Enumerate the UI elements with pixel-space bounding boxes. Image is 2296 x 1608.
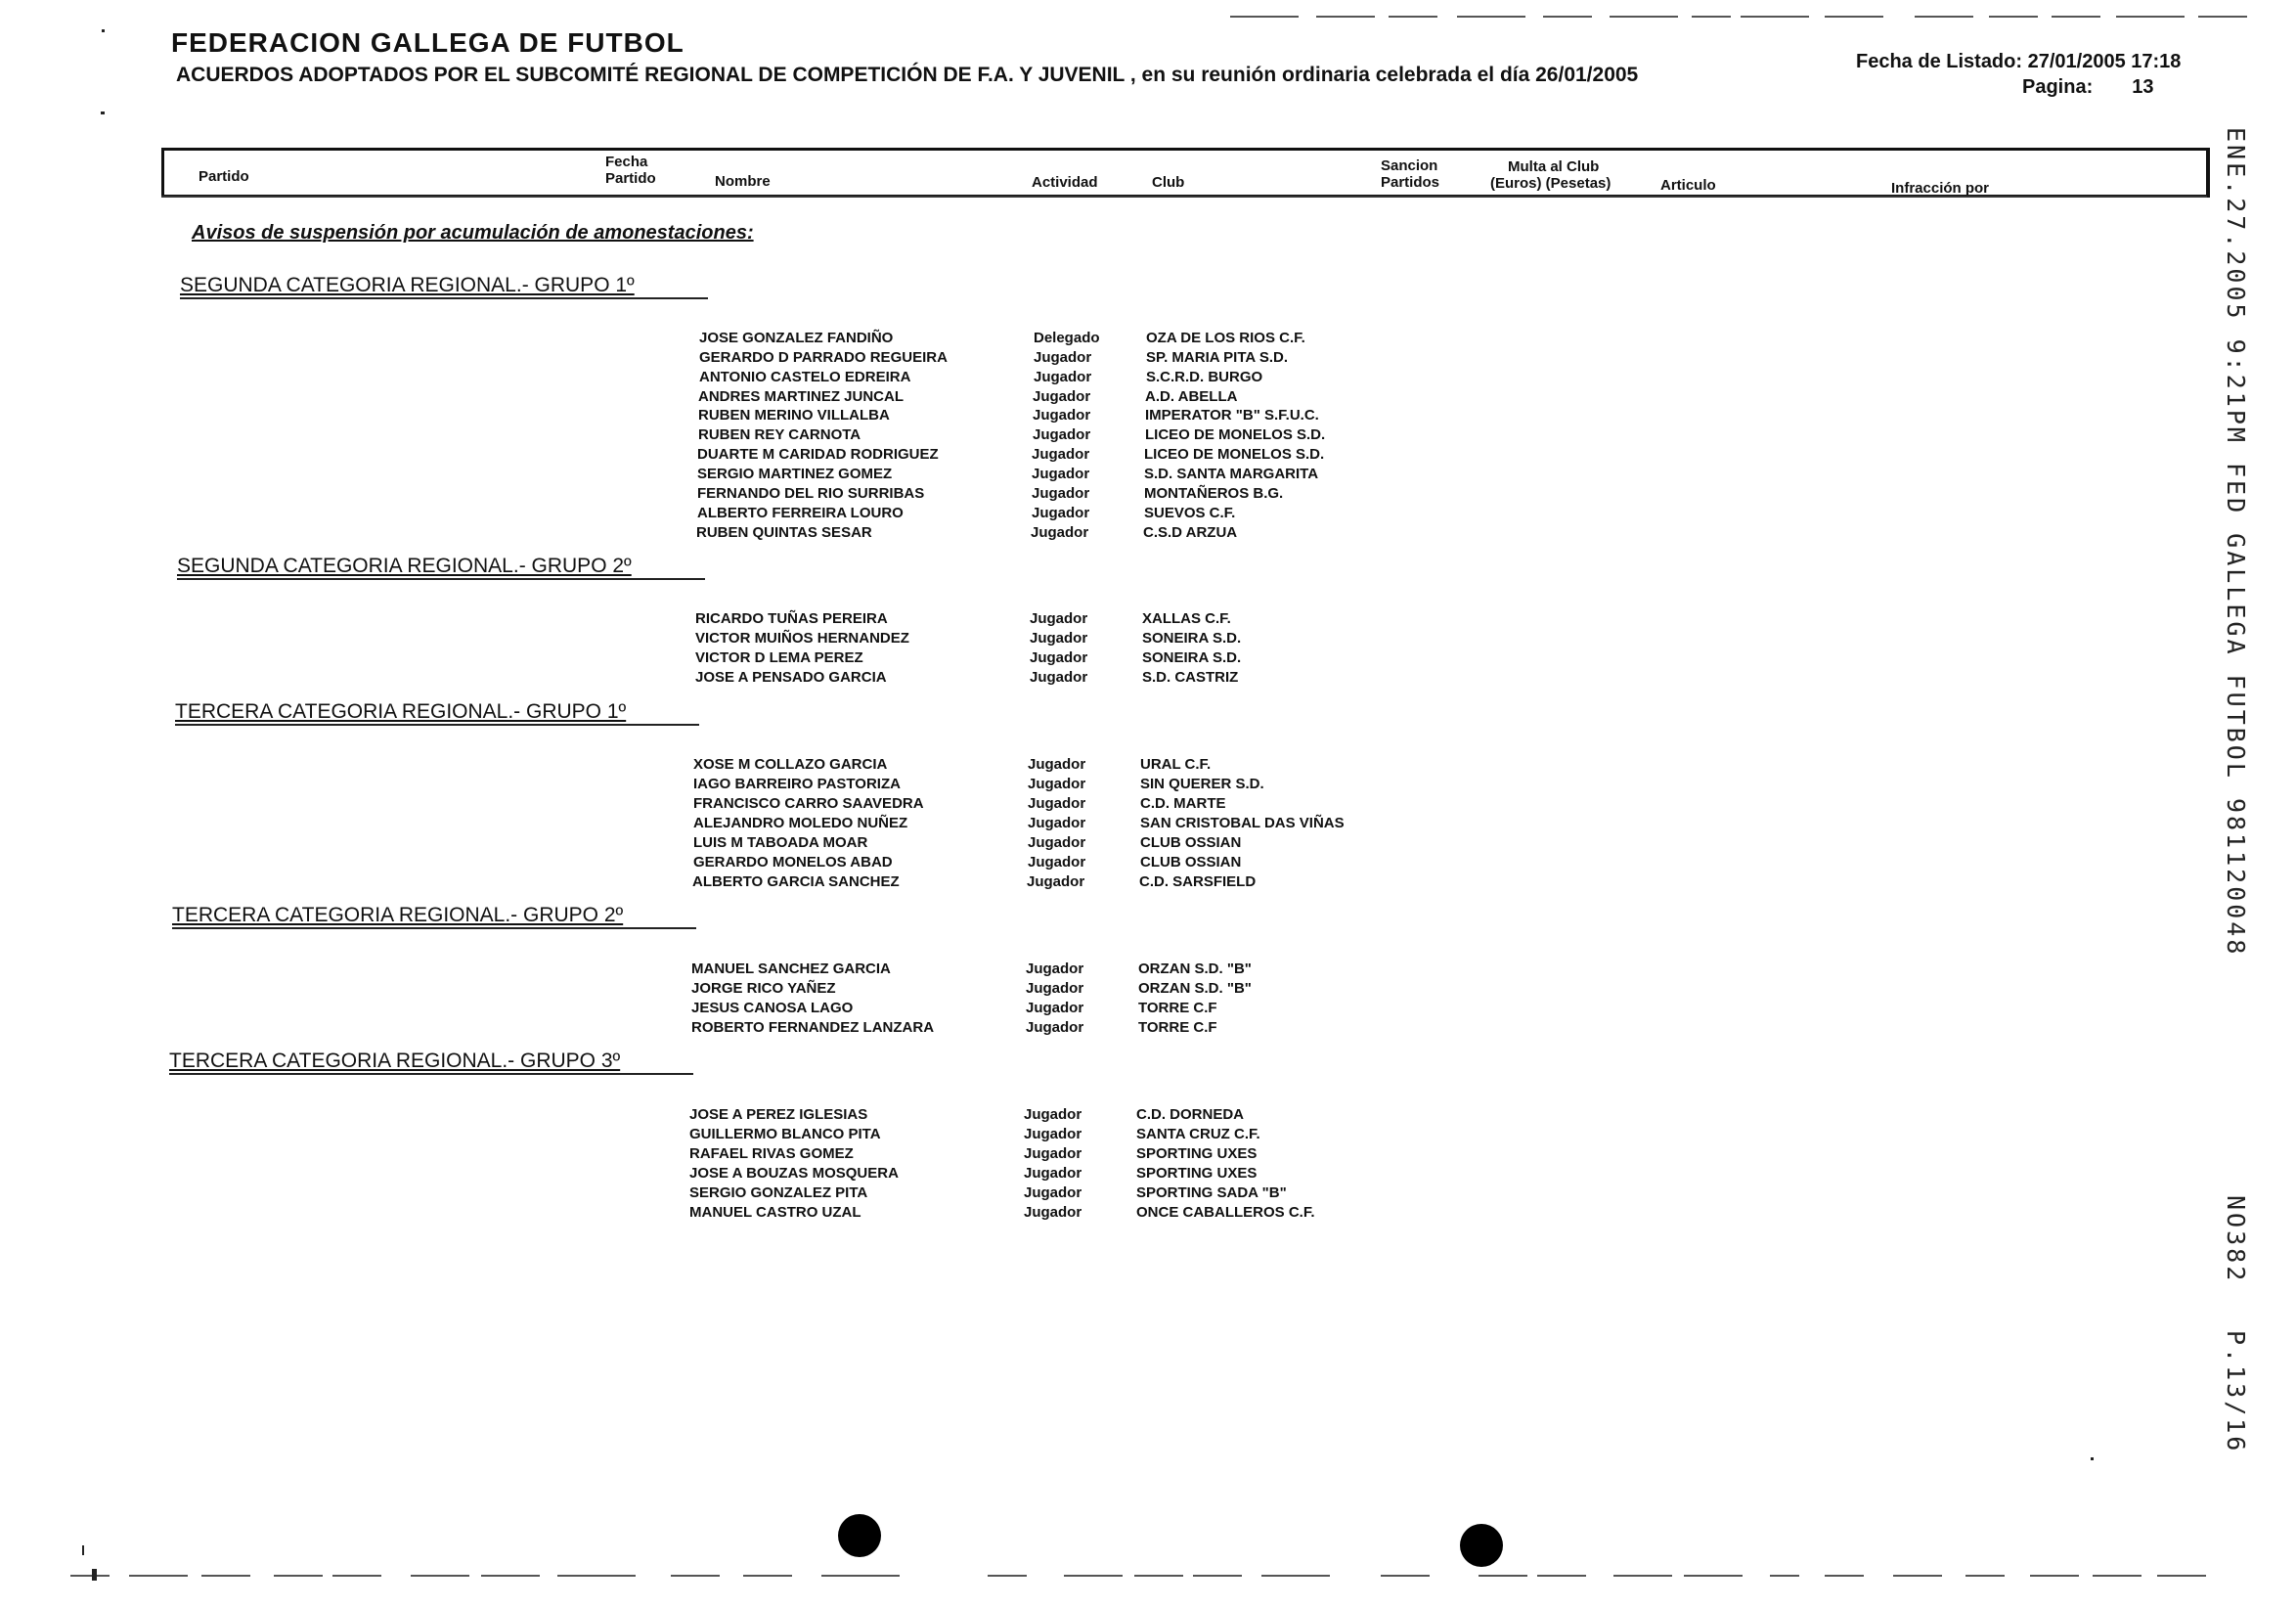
scan-dash [201,1575,250,1577]
cell-club: C.S.D ARZUA [1143,524,1238,541]
cell-club: S.D. CASTRIZ [1142,669,1239,686]
group-title: SEGUNDA CATEGORIA REGIONAL.- GRUPO 2º [177,555,632,577]
cell-nombre: MANUEL SANCHEZ GARCIA [691,960,891,977]
group-rule [172,927,696,929]
cell-nombre: RAFAEL RIVAS GOMEZ [689,1145,854,1162]
scan-dash [129,1575,188,1577]
punch-hole [1460,1524,1503,1567]
cell-nombre: VICTOR MUIÑOS HERNANDEZ [695,630,909,647]
cell-nombre: VICTOR D LEMA PEREZ [695,649,863,666]
document-subtitle: ACUERDOS ADOPTADOS POR EL SUBCOMITÉ REGIONAL DE COMPETICIÓN DE F.A. Y JUVENIL , en su reunión ordinaria celebrada el día 26/01/2005 [176,64,1639,86]
scan-dash [1543,16,1592,18]
cell-club: C.D. MARTE [1140,795,1226,812]
cell-club: S.C.R.D. BURGO [1146,369,1263,385]
col-infraccion: Infracción por [1891,180,1990,197]
scan-dash [1316,16,1375,18]
cell-nombre: JESUS CANOSA LAGO [691,1000,854,1016]
cell-actividad: Jugador [1033,426,1091,443]
scan-dash [1989,16,2038,18]
col-partido: Partido [199,168,249,185]
cell-nombre: FERNANDO DEL RIO SURRIBAS [697,485,925,502]
scan-dash [1134,1575,1183,1577]
group-heading [180,274,635,297]
cell-actividad: Jugador [1026,980,1084,997]
scan-dash [1893,1575,1942,1577]
cell-nombre: ROBERTO FERNANDEZ LANZARA [691,1019,935,1036]
cell-club: SAN CRISTOBAL DAS VIÑAS [1140,815,1345,831]
scan-dash [1389,16,1437,18]
cell-club: S.D. SANTA MARGARITA [1144,466,1319,482]
cell-nombre: RUBEN REY CARNOTA [698,426,861,443]
cell-actividad: Jugador [1027,873,1085,890]
cell-club: SIN QUERER S.D. [1140,776,1264,792]
cell-club: SANTA CRUZ C.F. [1136,1126,1260,1142]
col-fecha-line1: Fecha [605,154,648,170]
cell-nombre: ALBERTO FERREIRA LOURO [697,505,904,521]
cell-actividad: Jugador [1032,466,1090,482]
cell-actividad: Jugador [1028,756,1086,773]
cell-actividad: Jugador [1026,1019,1084,1036]
scan-dash [2093,1575,2141,1577]
col-fecha-line2: Partido [605,170,656,187]
scan-dash [1965,1575,2005,1577]
cell-club: LICEO DE MONELOS S.D. [1145,426,1326,443]
listing-date [1856,51,2181,73]
scan-speck [82,1545,84,1555]
cell-actividad: Jugador [1033,407,1091,424]
cell-nombre: JOSE A BOUZAS MOSQUERA [689,1165,899,1182]
cell-club: C.D. DORNEDA [1136,1106,1245,1123]
organization-title: FEDERACION GALLEGA DE FUTBOL [171,27,684,58]
scan-dash [2052,16,2100,18]
cell-actividad: Jugador [1030,630,1088,647]
cell-actividad: Jugador [1032,446,1090,463]
cell-actividad: Jugador [1024,1165,1082,1182]
cell-nombre: JOSE A PENSADO GARCIA [695,669,887,686]
cell-nombre: JOSE GONZALEZ FANDIÑO [699,330,894,346]
scan-dash [332,1575,381,1577]
cell-club: ONCE CABALLEROS C.F. [1136,1204,1315,1221]
cell-actividad: Jugador [1034,369,1092,385]
cell-club: XALLAS C.F. [1142,610,1231,627]
cell-nombre: LUIS M TABOADA MOAR [693,834,868,851]
cell-club: A.D. ABELLA [1145,388,1238,405]
page-number-value: 13 [2132,76,2154,98]
cell-actividad: Jugador [1031,524,1089,541]
cell-club: SPORTING UXES [1136,1145,1258,1162]
col-actividad: Actividad [1032,174,1098,191]
scan-dash [1381,1575,1430,1577]
scan-dash [988,1575,1027,1577]
cell-nombre: ALEJANDRO MOLEDO NUÑEZ [693,815,908,831]
scan-dash [1064,1575,1123,1577]
scan-dash [1692,16,1731,18]
scan-dash [1610,16,1678,18]
cell-nombre: ANTONIO CASTELO EDREIRA [699,369,911,385]
group-heading [175,700,626,724]
cell-actividad: Jugador [1028,795,1086,812]
page-number-label: Pagina: [2022,76,2094,98]
cell-nombre: RUBEN MERINO VILLALBA [698,407,890,424]
scan-dash [2157,1575,2206,1577]
scan-dash [70,1575,110,1577]
cell-actividad: Jugador [1024,1126,1082,1142]
cell-club: SP. MARIA PITA S.D. [1146,349,1289,366]
cell-club: MONTAÑEROS B.G. [1144,485,1284,502]
scan-dash [1479,1575,1527,1577]
group-title: TERCERA CATEGORIA REGIONAL.- GRUPO 2º [172,904,624,926]
group-title: TERCERA CATEGORIA REGIONAL.- GRUPO 1º [175,700,627,723]
cell-club: LICEO DE MONELOS S.D. [1144,446,1325,463]
cell-actividad: Jugador [1024,1106,1082,1123]
cell-nombre: GERARDO MONELOS ABAD [693,854,893,871]
col-sancion [1381,157,1439,191]
cell-nombre: DUARTE M CARIDAD RODRIGUEZ [697,446,939,463]
group-heading [172,904,623,927]
scan-dash [743,1575,792,1577]
cell-actividad: Jugador [1024,1184,1082,1201]
group-heading [169,1050,620,1073]
scan-speck [101,112,105,114]
listing-date-value: 27/01/2005 17:18 [2027,51,2182,72]
cell-actividad: Jugador [1028,854,1086,871]
cell-club: SONEIRA S.D. [1142,630,1242,647]
cell-nombre: ALBERTO GARCIA SANCHEZ [692,873,900,890]
col-sancion-line2: Partidos [1381,174,1440,191]
scan-dash [1230,16,1299,18]
scan-dash [1684,1575,1743,1577]
cell-actividad: Jugador [1028,815,1086,831]
cell-club: URAL C.F. [1140,756,1212,773]
cell-club: SPORTING UXES [1136,1165,1258,1182]
cell-club: TORRE C.F [1138,1019,1217,1036]
cell-actividad: Jugador [1026,1000,1084,1016]
scan-dash [557,1575,636,1577]
scan-dash [1770,1575,1799,1577]
cell-nombre: RICARDO TUÑAS PEREIRA [695,610,888,627]
cell-actividad: Jugador [1030,669,1088,686]
cell-nombre: XOSE M COLLAZO GARCIA [693,756,888,773]
scan-speck [92,1569,97,1581]
cell-nombre: SERGIO MARTINEZ GOMEZ [697,466,893,482]
cell-actividad: Jugador [1033,388,1091,405]
col-sancion-line1: Sancion [1381,157,1438,174]
page-number [2022,76,2154,99]
scan-dash [671,1575,720,1577]
group-title: TERCERA CATEGORIA REGIONAL.- GRUPO 3º [169,1050,621,1072]
scan-dash [1825,16,1883,18]
group-heading [177,555,632,578]
cell-club: TORRE C.F [1138,1000,1217,1016]
cell-actividad: Jugador [1024,1204,1082,1221]
listing-date-label: Fecha de Listado: [1856,51,2023,72]
scan-dash [821,1575,900,1577]
cell-actividad: Jugador [1032,505,1090,521]
scan-dash [2030,1575,2079,1577]
col-articulo: Articulo [1660,177,1716,194]
scan-dash [2116,16,2185,18]
scan-dash [274,1575,323,1577]
cell-club: SUEVOS C.F. [1144,505,1236,521]
col-fecha [605,154,656,187]
fax-header-stamp: ENE.27.2005 9:21PM FED GALLEGA FUTBOL 981120048 [2222,127,2250,958]
scan-dash [1537,1575,1586,1577]
cell-nombre: IAGO BARREIRO PASTORIZA [693,776,901,792]
col-multa [1490,158,1611,192]
cell-actividad: Delegado [1034,330,1100,346]
cell-nombre: GERARDO D PARRADO REGUEIRA [699,349,948,366]
cell-actividad: Jugador [1030,649,1088,666]
cell-actividad: Jugador [1024,1145,1082,1162]
fax-number-stamp: NO382 [2222,1195,2250,1284]
col-nombre: Nombre [715,173,771,190]
cell-nombre: JOSE A PEREZ IGLESIAS [689,1106,868,1123]
scan-dash [1915,16,1973,18]
scan-speck [2091,1457,2094,1460]
scan-dash [1613,1575,1672,1577]
fax-page-stamp: P.13/16 [2222,1330,2250,1454]
cell-nombre: RUBEN QUINTAS SESAR [696,524,872,541]
cell-club: OZA DE LOS RIOS C.F. [1146,330,1305,346]
cell-nombre: SERGIO GONZALEZ PITA [689,1184,868,1201]
scan-dash [1193,1575,1242,1577]
scan-dash [481,1575,540,1577]
scan-dash [1261,1575,1330,1577]
cell-club: ORZAN S.D. "B" [1138,960,1252,977]
cell-nombre: FRANCISCO CARRO SAAVEDRA [693,795,924,812]
cell-club: SONEIRA S.D. [1142,649,1242,666]
scan-speck [102,29,105,32]
cell-nombre: GUILLERMO BLANCO PITA [689,1126,881,1142]
group-rule [175,724,699,726]
scan-dash [411,1575,469,1577]
cell-club: ORZAN S.D. "B" [1138,980,1252,997]
cell-actividad: Jugador [1026,960,1084,977]
cell-nombre: ANDRES MARTINEZ JUNCAL [698,388,904,405]
col-multa-line1: Multa al Club [1508,158,1600,175]
scan-dash [1825,1575,1864,1577]
group-rule [180,297,708,299]
col-multa-line2: (Euros) (Pesetas) [1490,175,1612,192]
cell-nombre: MANUEL CASTRO UZAL [689,1204,861,1221]
group-title: SEGUNDA CATEGORIA REGIONAL.- GRUPO 1º [180,274,635,296]
scan-dash [1457,16,1525,18]
cell-actividad: Jugador [1028,776,1086,792]
cell-club: CLUB OSSIAN [1140,854,1242,871]
group-rule [169,1073,693,1075]
cell-actividad: Jugador [1034,349,1092,366]
section-caption: Avisos de suspensión por acumulación de amonestaciones: [192,222,754,244]
cell-club: CLUB OSSIAN [1140,834,1242,851]
cell-actividad: Jugador [1028,834,1086,851]
col-club: Club [1152,174,1185,191]
cell-nombre: JORGE RICO YAÑEZ [691,980,836,997]
cell-club: IMPERATOR "B" S.F.U.C. [1145,407,1319,424]
group-rule [177,578,705,580]
punch-hole [838,1514,881,1557]
cell-actividad: Jugador [1032,485,1090,502]
scan-dash [1741,16,1809,18]
cell-actividad: Jugador [1030,610,1088,627]
cell-club: SPORTING SADA "B" [1136,1184,1287,1201]
cell-club: C.D. SARSFIELD [1139,873,1257,890]
scan-dash [2198,16,2247,18]
